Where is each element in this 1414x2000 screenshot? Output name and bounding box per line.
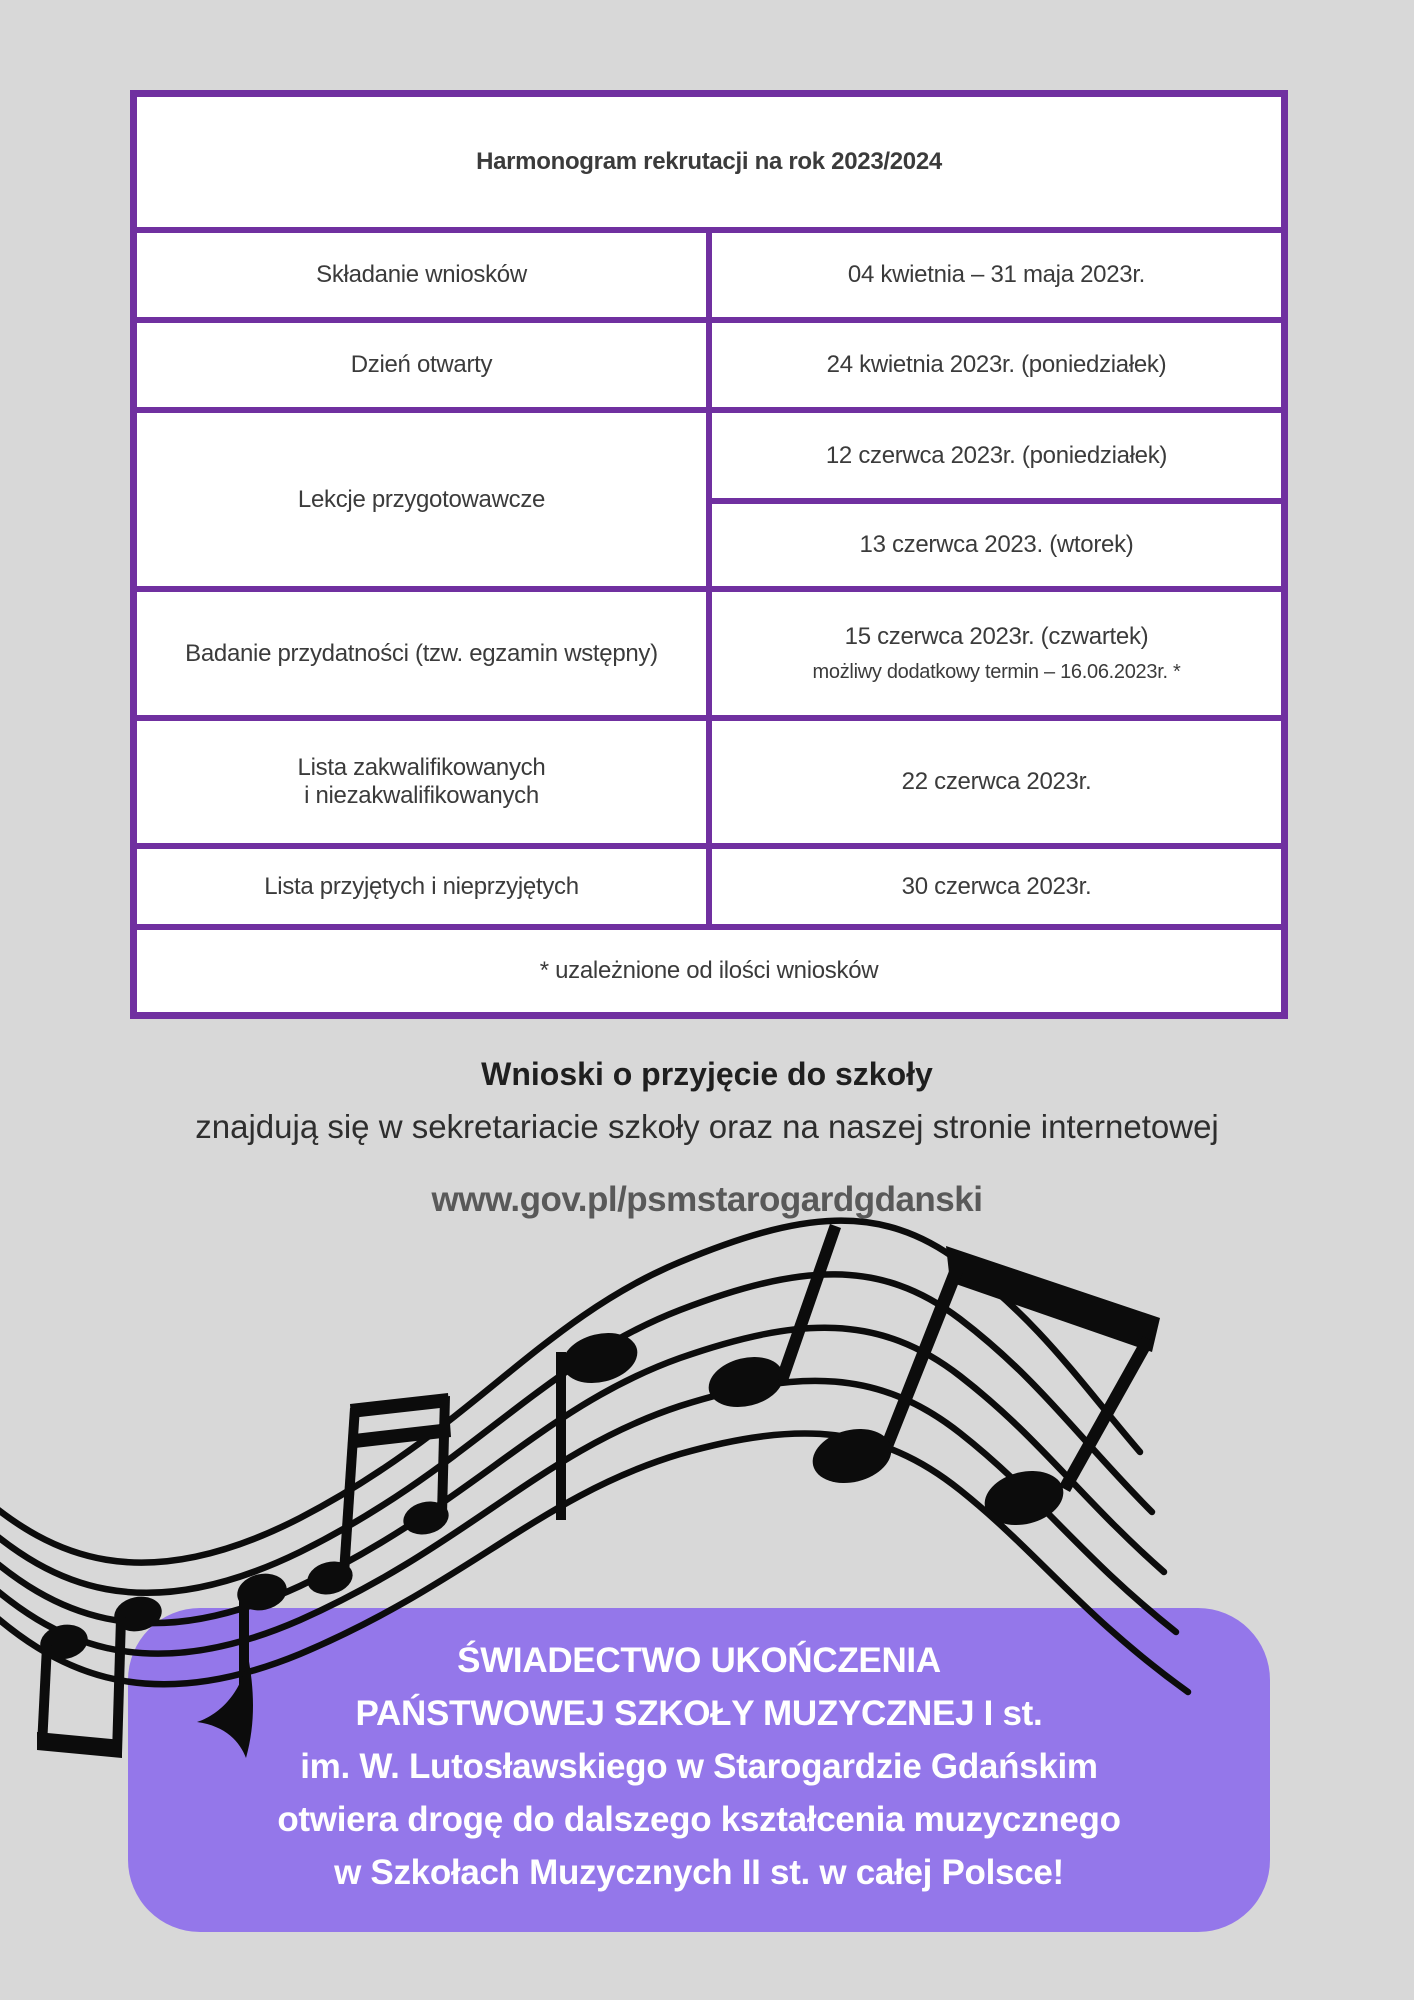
schedule-row-value-note: możliwy dodatkowy termin – 16.06.2023r. * (812, 661, 1181, 683)
schedule-row-value: 22 czerwca 2023r. (709, 718, 1285, 846)
schedule-row-label: Lekcje przygotowawcze (134, 410, 710, 589)
table-row (134, 927, 1285, 1015)
schedule-row-value-main: 15 czerwca 2023r. (czwartek) (844, 623, 1149, 650)
schedule-row-value (709, 589, 1285, 718)
schedule-row-label: Dzień otwarty (134, 320, 710, 410)
table-row (134, 320, 1285, 410)
certificate-banner (128, 1608, 1270, 1932)
schedule-row-value: 24 kwietnia 2023r. (poniedziałek) (709, 320, 1285, 410)
recruitment-schedule-table (130, 90, 1288, 1019)
schedule-footnote: * uzależnione od ilości wniosków (134, 927, 1285, 1015)
schedule-row-label: Lista zakwalifikowanych i niezakwalifikowanych (134, 718, 710, 846)
schedule-row-label: Składanie wniosków (134, 230, 710, 320)
certificate-banner-text (128, 1634, 1270, 1899)
schedule-row-value: 30 czerwca 2023r. (709, 846, 1285, 927)
banner-line: PAŃSTWOWEJ SZKOŁY MUZYCZNEJ I st. (355, 1694, 1043, 1733)
table-row (134, 589, 1285, 718)
schedule-row-label: Badanie przydatności (tzw. egzamin wstępny) (134, 589, 710, 718)
table-row (134, 410, 1285, 501)
banner-line: w Szkołach Muzycznych II st. w całej Polsce! (334, 1853, 1064, 1892)
schedule-title: Harmonogram rekrutacji na rok 2023/2024 (134, 94, 1285, 231)
banner-line: otwiera drogę do dalszego kształcenia muzycznego (277, 1800, 1121, 1839)
table-row (134, 230, 1285, 320)
table-row (134, 846, 1285, 927)
schedule-row-value: 12 czerwca 2023r. (poniedziałek) (709, 410, 1285, 501)
table-row (134, 718, 1285, 846)
schedule-row-label: Lista przyjętych i nieprzyjętych (134, 846, 710, 927)
schedule-row-value: 04 kwietnia – 31 maja 2023r. (709, 230, 1285, 320)
banner-line: ŚWIADECTWO UKOŃCZENIA (457, 1641, 941, 1680)
info-body: znajdują się w sekretariacie szkoły oraz na naszej stronie internetowej (195, 1108, 1219, 1145)
banner-line: im. W. Lutosławskiego w Starogardzie Gdańskim (300, 1747, 1098, 1786)
info-heading: Wnioski o przyjęcie do szkoły (481, 1056, 933, 1092)
school-website-url: www.gov.pl/psmstarogardgdanski (431, 1180, 983, 1219)
schedule-row-value: 13 czerwca 2023. (wtorek) (709, 501, 1285, 589)
